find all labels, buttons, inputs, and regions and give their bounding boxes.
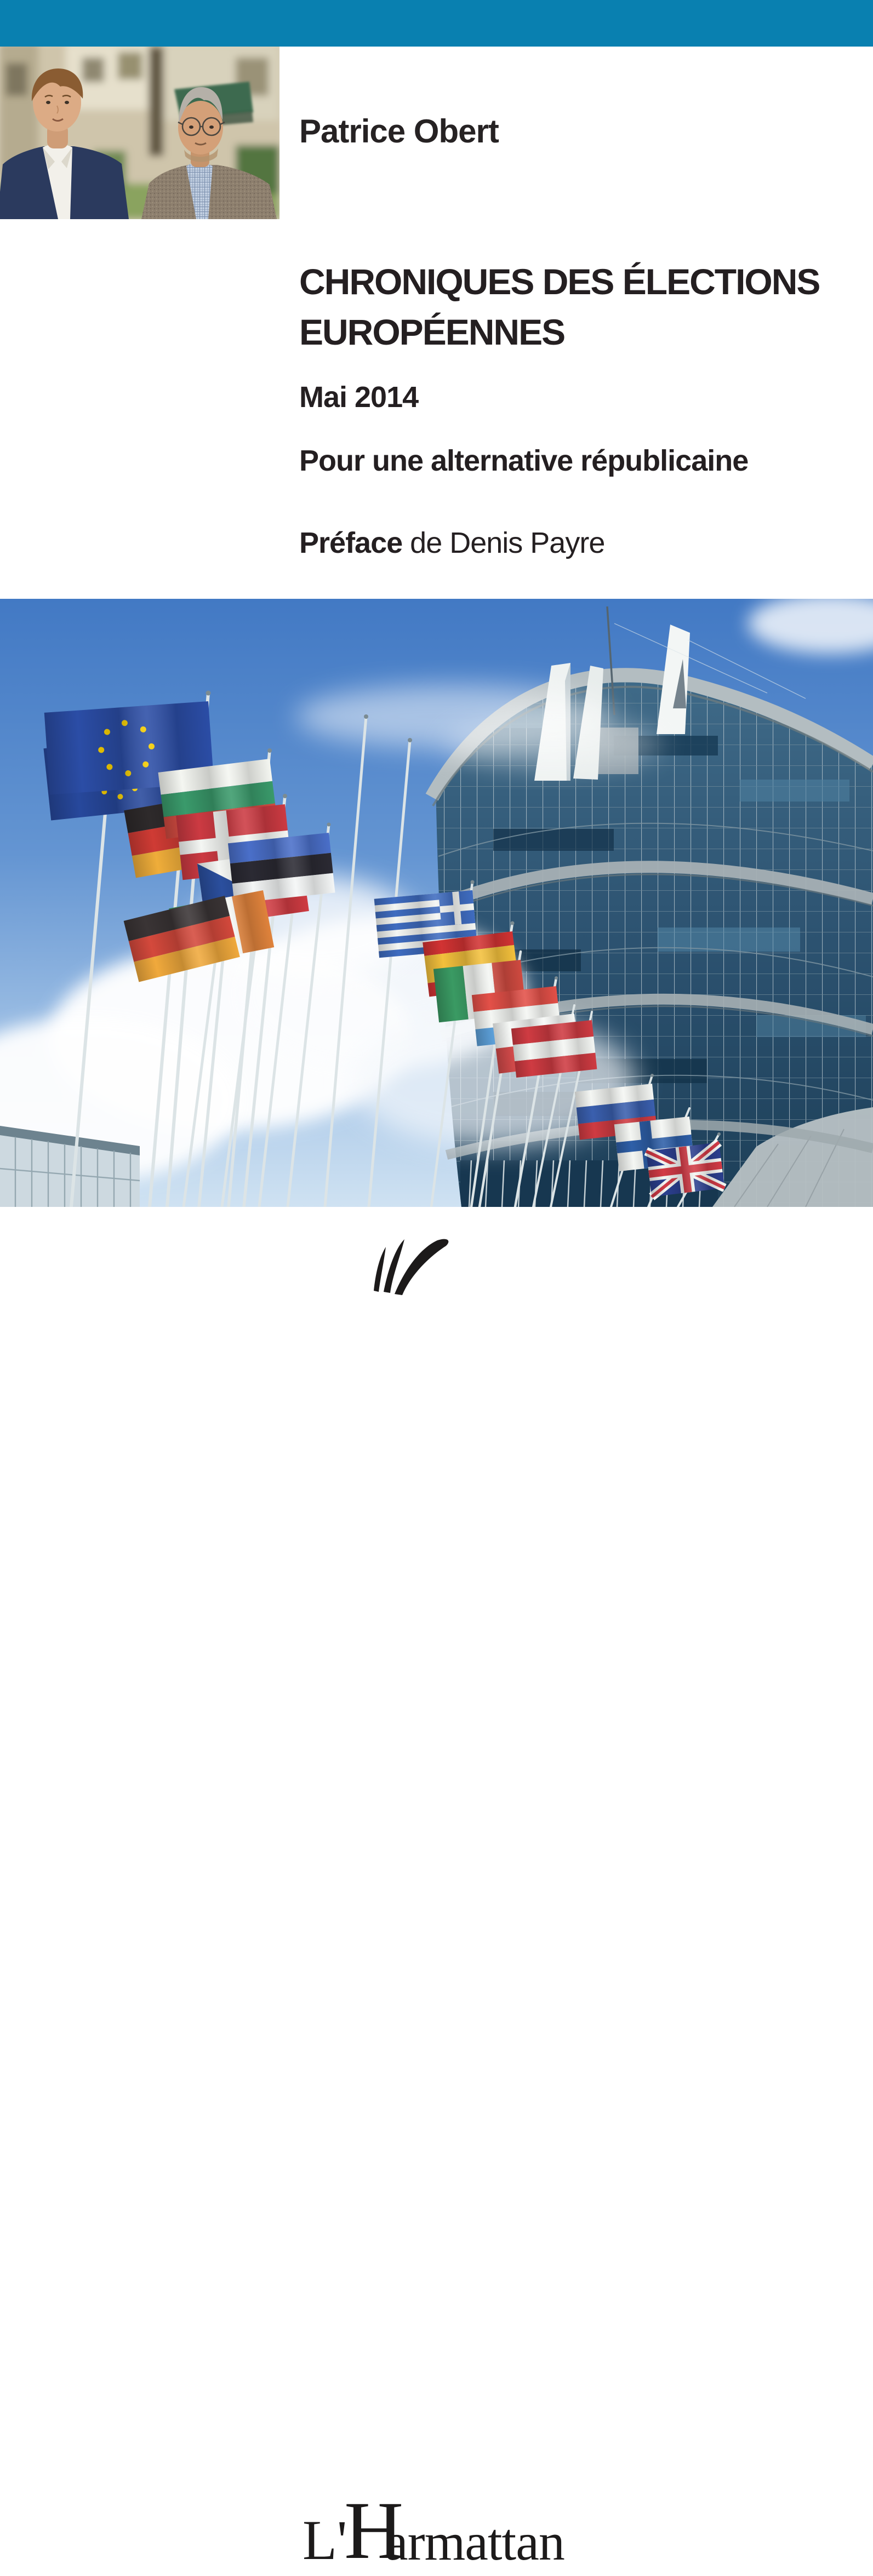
subtitle-tagline: Pour une alternative républicaine xyxy=(299,444,749,477)
publisher-logo-h: H xyxy=(344,2485,404,2576)
top-color-bar xyxy=(0,0,873,47)
publisher-logo-l: L' xyxy=(303,2509,347,2572)
book-title-line2: EUROPÉENNES xyxy=(299,312,565,352)
preface-label: Préface xyxy=(299,526,403,559)
flag-united-kingdom xyxy=(646,1142,724,1197)
feather-quill-icon xyxy=(364,1236,457,1297)
publisher-logo-rest: armattan xyxy=(385,2512,564,2571)
book-title xyxy=(299,256,819,357)
flag-austria xyxy=(511,1020,597,1078)
book-title-line1: CHRONIQUES DES ÉLECTIONS xyxy=(299,261,820,302)
author-portrait-photo xyxy=(0,47,279,219)
author-name: Patrice Obert xyxy=(299,113,499,150)
preface-credit xyxy=(299,526,604,560)
european-parliament-with-flags-photo xyxy=(0,599,873,1207)
preface-author: de Denis Payre xyxy=(410,526,605,559)
edition-date: Mai 2014 xyxy=(299,381,419,414)
flag-estonia xyxy=(228,833,335,903)
